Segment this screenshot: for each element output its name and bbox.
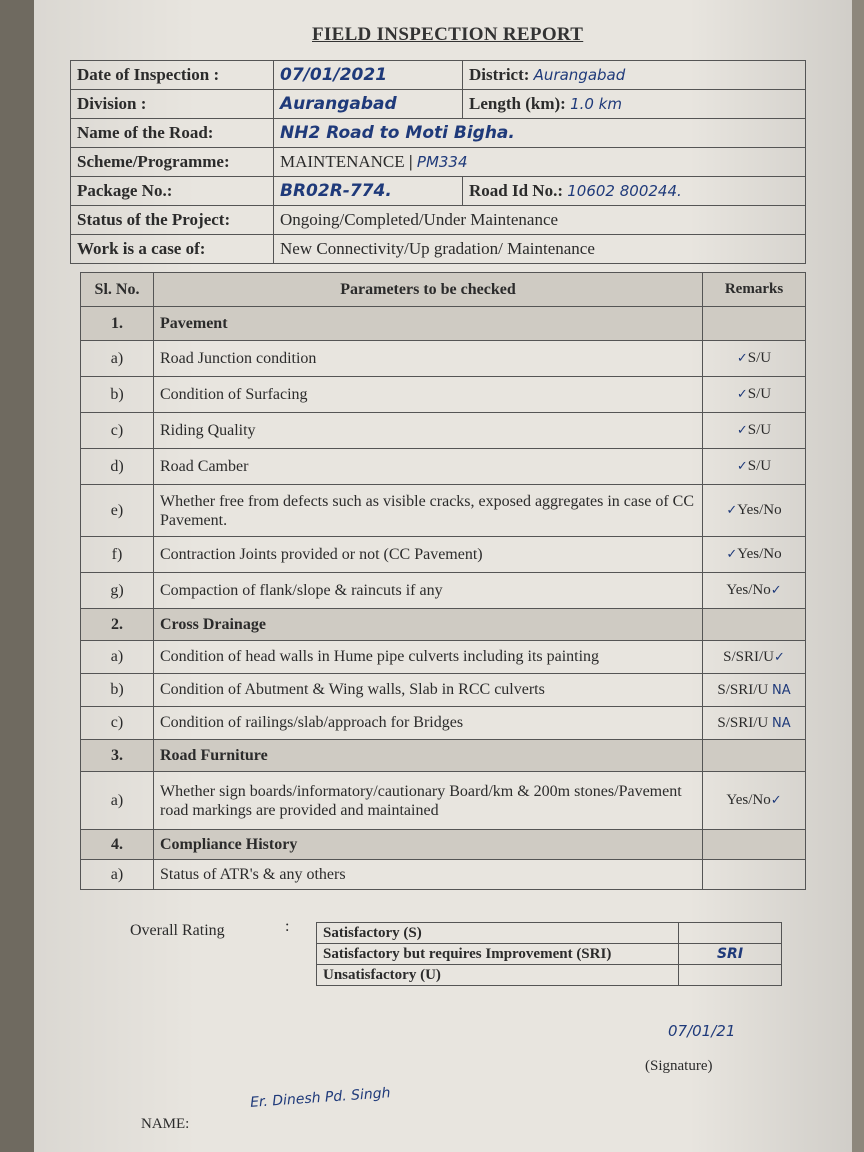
table-row bbox=[81, 641, 806, 674]
item-text: Contraction Joints provided or not (CC Pavement) bbox=[154, 537, 703, 573]
handwritten-mark: ✓ bbox=[736, 423, 748, 438]
item-sl: c) bbox=[81, 413, 154, 449]
table-row bbox=[81, 413, 806, 449]
item-text: Condition of head walls in Hume pipe culverts including its painting bbox=[154, 641, 703, 674]
header-row-road bbox=[71, 119, 806, 148]
header-row-package bbox=[71, 177, 806, 206]
header-row-date bbox=[71, 61, 806, 90]
overall-rating-label: Overall Rating bbox=[130, 922, 225, 939]
item-remark: Yes/No bbox=[737, 502, 782, 518]
section-name: Compliance History bbox=[154, 830, 703, 860]
road-value: NH2 Road to Moti Bigha. bbox=[274, 119, 806, 148]
item-remark-cell bbox=[703, 377, 806, 413]
params-header-row bbox=[81, 273, 806, 307]
table-row bbox=[81, 377, 806, 413]
item-remark-cell bbox=[703, 772, 806, 830]
table-row bbox=[81, 449, 806, 485]
item-remark-cell bbox=[703, 449, 806, 485]
section-number: 4. bbox=[81, 830, 154, 860]
item-remark: Yes/No bbox=[726, 582, 771, 598]
header-table bbox=[70, 60, 806, 264]
work-label: Work is a case of: bbox=[71, 235, 274, 264]
item-remark-cell bbox=[703, 674, 806, 707]
item-sl: a) bbox=[81, 641, 154, 674]
item-remark: S/U bbox=[747, 386, 772, 402]
division-value: Aurangabad bbox=[274, 90, 463, 119]
item-text: Whether sign boards/informatory/cautionary Board/km & 200m stones/Pavement road markings are provided and maintained bbox=[154, 772, 703, 830]
roadid-value: 10602 800244. bbox=[567, 182, 682, 200]
item-remark-cell bbox=[703, 341, 806, 377]
district-value: Aurangabad bbox=[533, 66, 626, 84]
package-label: Package No.: bbox=[71, 177, 274, 206]
road-label: Name of the Road: bbox=[71, 119, 274, 148]
col-param-header: Parameters to be checked bbox=[154, 273, 703, 307]
handwritten-mark: ✓ bbox=[736, 387, 748, 402]
rating-row bbox=[317, 965, 782, 986]
handwritten-mark: NA bbox=[771, 715, 791, 731]
table-row bbox=[81, 860, 806, 890]
handwritten-mark: ✓ bbox=[770, 583, 782, 598]
item-remark: S/U bbox=[747, 350, 772, 366]
item-text: Status of ATR's & any others bbox=[154, 860, 703, 890]
rating-option-u: Unsatisfactory (U) bbox=[317, 965, 679, 986]
section-number: 3. bbox=[81, 740, 154, 772]
item-sl: a) bbox=[81, 772, 154, 830]
scheme-hand: PM334 bbox=[416, 153, 468, 171]
section-row bbox=[81, 830, 806, 860]
table-row bbox=[81, 485, 806, 537]
rating-table bbox=[316, 922, 782, 986]
item-remark-cell bbox=[703, 707, 806, 740]
section-name: Cross Drainage bbox=[154, 609, 703, 641]
work-value: New Connectivity/Up gradation/ Maintenance bbox=[274, 235, 806, 264]
item-remark-cell bbox=[703, 413, 806, 449]
table-row bbox=[81, 674, 806, 707]
item-text: Road Junction condition bbox=[154, 341, 703, 377]
item-remark-cell bbox=[703, 573, 806, 609]
rating-option-sri: Satisfactory but requires Improvement (SRI) bbox=[317, 944, 679, 965]
overall-rating-colon: : bbox=[285, 918, 290, 935]
item-remark-cell bbox=[703, 537, 806, 573]
header-row-division bbox=[71, 90, 806, 119]
section-row bbox=[81, 740, 806, 772]
item-sl: c) bbox=[81, 707, 154, 740]
handwritten-mark: ✓ bbox=[726, 503, 738, 518]
table-row bbox=[81, 707, 806, 740]
district-label: District: bbox=[469, 65, 530, 84]
date-value: 07/01/2021 bbox=[274, 61, 463, 90]
col-sl-header: Sl. No. bbox=[81, 273, 154, 307]
item-remark-cell bbox=[703, 641, 806, 674]
item-text: Condition of Abutment & Wing walls, Slab in RCC culverts bbox=[154, 674, 703, 707]
parameters-table bbox=[80, 272, 806, 890]
item-sl: f) bbox=[81, 537, 154, 573]
name-label: NAME: bbox=[141, 1116, 190, 1132]
length-cell bbox=[463, 90, 806, 119]
item-text: Road Camber bbox=[154, 449, 703, 485]
roadid-cell bbox=[463, 177, 806, 206]
name-handwriting: Er. Dinesh Pd. Singh bbox=[249, 1085, 392, 1111]
section-row bbox=[81, 609, 806, 641]
signature-handwriting: 07/01/21 bbox=[668, 1022, 736, 1040]
item-text: Compaction of flank/slope & raincuts if any bbox=[154, 573, 703, 609]
signature-label: (Signature) bbox=[645, 1058, 713, 1074]
roadid-label: Road Id No.: bbox=[469, 181, 563, 200]
section-number: 2. bbox=[81, 609, 154, 641]
section-number: 1. bbox=[81, 307, 154, 341]
date-label: Date of Inspection : bbox=[71, 61, 274, 90]
scheme-label: Scheme/Programme: bbox=[71, 148, 274, 177]
item-remark-cell bbox=[703, 485, 806, 537]
scheme-value: MAINTENANCE bbox=[280, 152, 405, 171]
handwritten-mark: NA bbox=[771, 682, 791, 698]
table-row bbox=[81, 772, 806, 830]
rating-option-s: Satisfactory (S) bbox=[317, 923, 679, 944]
header-row-work bbox=[71, 235, 806, 264]
handwritten-mark: ✓ bbox=[770, 793, 782, 808]
item-text: Whether free from defects such as visible cracks, exposed aggregates in case of CC Pavement. bbox=[154, 485, 703, 537]
item-sl: a) bbox=[81, 341, 154, 377]
rating-row bbox=[317, 923, 782, 944]
item-text: Riding Quality bbox=[154, 413, 703, 449]
item-sl: g) bbox=[81, 573, 154, 609]
rating-row bbox=[317, 944, 782, 965]
item-sl: e) bbox=[81, 485, 154, 537]
length-value: 1.0 km bbox=[570, 95, 622, 113]
rating-selected-mark: SRI bbox=[716, 945, 744, 962]
item-sl: b) bbox=[81, 377, 154, 413]
item-remark: Yes/No bbox=[737, 546, 782, 562]
section-row bbox=[81, 307, 806, 341]
item-remark: S/SRI/U bbox=[717, 714, 769, 731]
handwritten-mark: ✓ bbox=[773, 649, 785, 665]
rating-selected-cell bbox=[679, 944, 782, 965]
district-cell bbox=[463, 61, 806, 90]
page-title: FIELD INSPECTION REPORT bbox=[312, 24, 584, 45]
handwritten-mark: ✓ bbox=[726, 547, 738, 562]
item-remark-cell bbox=[703, 860, 806, 890]
table-row bbox=[81, 537, 806, 573]
table-row bbox=[81, 341, 806, 377]
item-sl: d) bbox=[81, 449, 154, 485]
division-label: Division : bbox=[71, 90, 274, 119]
handwritten-mark: ✓ bbox=[736, 459, 748, 474]
table-row bbox=[81, 573, 806, 609]
item-remark: S/U bbox=[747, 458, 772, 474]
header-row-status bbox=[71, 206, 806, 235]
length-label: Length (km): bbox=[469, 94, 566, 113]
section-name: Pavement bbox=[154, 307, 703, 341]
item-remark: Yes/No bbox=[726, 792, 771, 808]
item-sl: b) bbox=[81, 674, 154, 707]
item-text: Condition of railings/slab/approach for Bridges bbox=[154, 707, 703, 740]
status-value: Ongoing/Completed/Under Maintenance bbox=[274, 206, 806, 235]
item-remark: S/SRI/U bbox=[717, 681, 769, 698]
col-remarks-header: Remarks bbox=[703, 273, 806, 307]
status-label: Status of the Project: bbox=[71, 206, 274, 235]
package-value: BR02R-774. bbox=[274, 177, 463, 206]
handwritten-mark: ✓ bbox=[736, 351, 748, 366]
scheme-cell: MAINTENANCE | PM334 bbox=[274, 148, 806, 177]
item-sl: a) bbox=[81, 860, 154, 890]
item-remark: S/SRI/U bbox=[723, 648, 774, 665]
item-text: Condition of Surfacing bbox=[154, 377, 703, 413]
item-remark: S/U bbox=[747, 422, 772, 438]
background-edge bbox=[0, 0, 34, 1152]
header-row-scheme bbox=[71, 148, 806, 177]
section-name: Road Furniture bbox=[154, 740, 703, 772]
